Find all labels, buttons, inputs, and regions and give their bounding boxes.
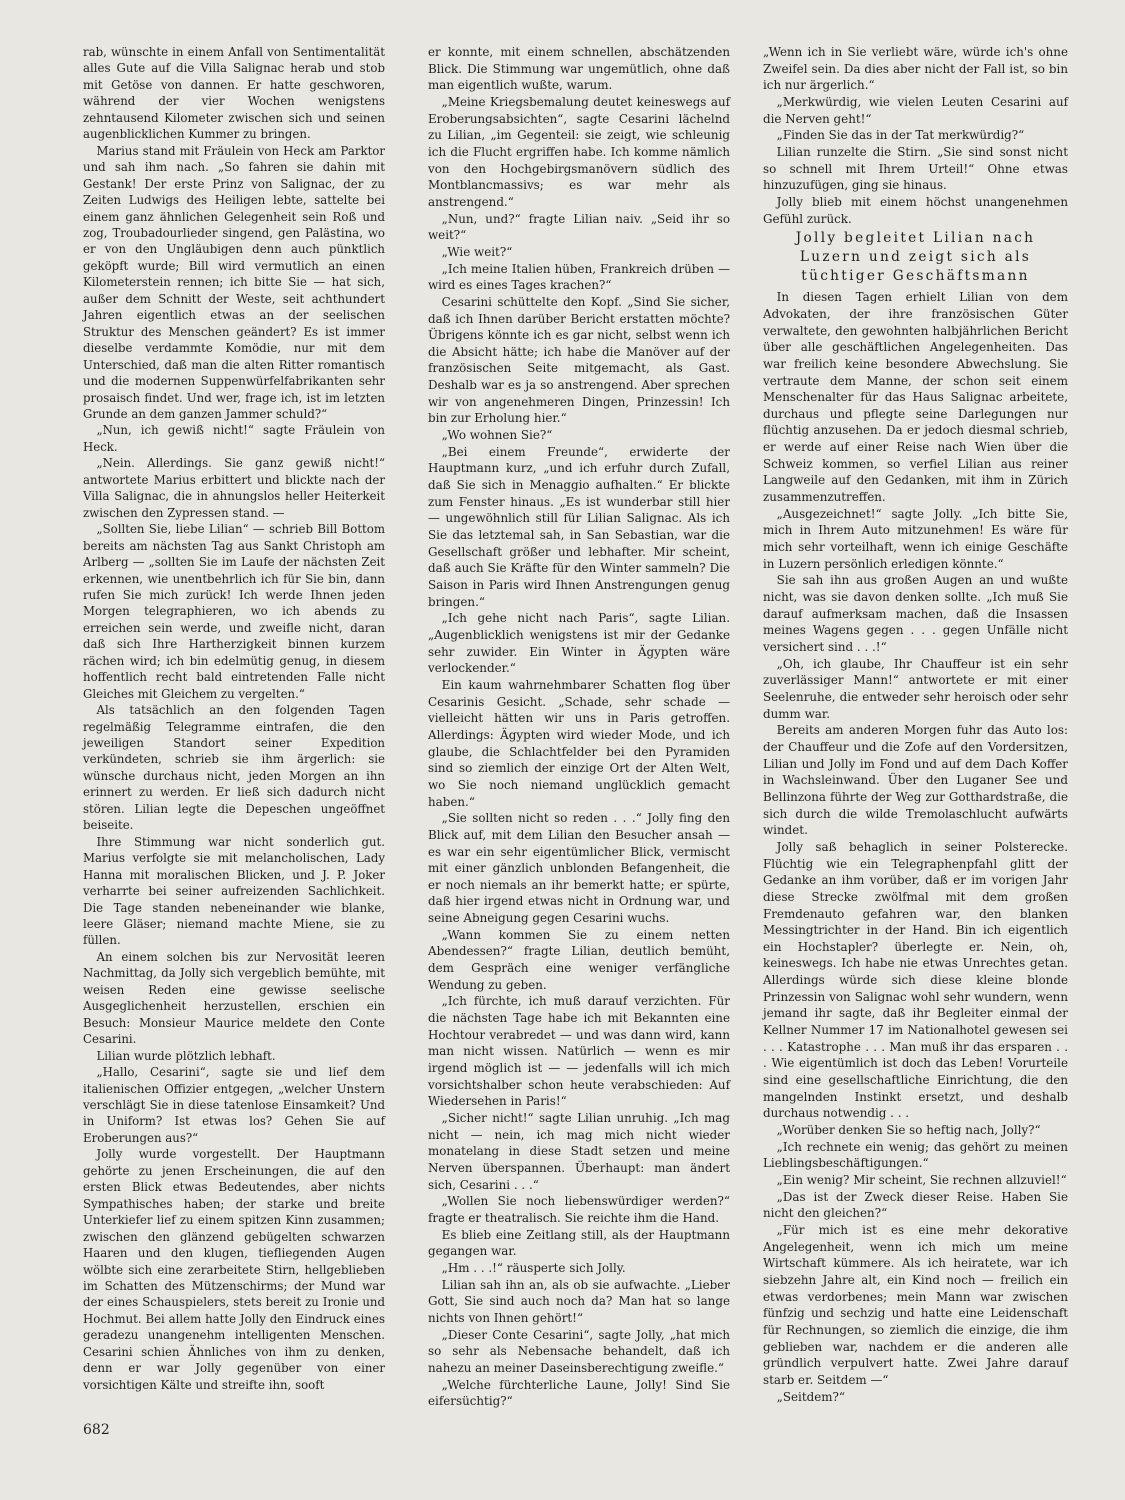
paragraph: Als tatsächlich an den folgenden Tagen regelmäßig Telegramme eintrafen, die den jeweiligen Standort seiner Expedition verkündeten, schrieb sie ihm ärgerlich: sie wünsche durchaus nicht, jeden Morgen an ihn erinnert zu werden. Er ließ sich dadurch nicht stören. Lilian legte die Depeschen ungeöffnet beiseite. [83, 703, 385, 833]
paragraph: „Das ist der Zweck dieser Reise. Haben Sie nicht den gleichen?“ [763, 1189, 1068, 1221]
paragraph: „Wenn ich in Sie verliebt wäre, würde ich's ohne Zweifel sein. Da dies aber nicht der Fall ist, so bin ich nur ärgerlich.“ [763, 45, 1068, 93]
paragraph: „Sicher nicht!“ sagte Lilian unruhig. „Ich mag nicht — nein, ich mag mich nicht wieder monatelang in diese Stadt setzen und meine Nerven überspannen. Überhaupt: man ändert sich, Cesarini . . .“ [428, 1111, 730, 1192]
paragraph: Bereits am anderen Morgen fuhr das Auto los: der Chauffeur und die Zofe auf den Vordersitzen, Lilian und Jolly im Fond und auf dem Dach Koffer in Wachsleinwand. Über den Luganer See und Bellinzona führte der Weg zur Gotthardstraße, die sich durch die wilde Tremolaschlucht aufwärts windet. [763, 723, 1068, 838]
paragraph: „Oh, ich glaube, Ihr Chauffeur ist ein sehr zuverlässiger Mann!“ antwortete er mit einer Seelenruhe, die entweder sehr heroisch oder sehr dumm war. [763, 656, 1068, 721]
paragraph: „Hallo, Cesarini“, sagte sie und lief dem italienischen Offizier entgegen, „welcher Unstern verschlägt Sie in diese tatenlose Einsamkeit? Und in Uniform? Ist etwas los? Gehen Sie auf Eroberungen aus?“ [83, 1065, 385, 1145]
paragraph: Marius stand mit Fräulein von Heck am Parktor und sah ihm nach. „So fahren sie dahin mit Gestank! Der erste Prinz von Salignac, der zu Zeiten Ludwigs des Heiligen lebte, sattelte bei einem ganz ähnlichen Gelegenheit sein Roß und zog, Troubadourlieder singend, gen Palästina, wo er von den Ungläubigen denn auch pünktlich geköpft wurde; Bill wird vermutlich an einen Kilometerstein rennen; ich bitte Sie — hat sich, außer dem Schnitt der Weste, seit achthundert Jahren eigentlich etwas an der seelischen Struktur des Menschen geändert? Es ist immer dieselbe verdammte Komödie, nur mit dem Unterschied, daß man die alten Ritter romantisch und die modernen Suppenwürfelfabrikanten sehr prosaisch findet. Und wer, frage ich, ist im letzten Grunde an dem ganzen Jammer schuld?“ [83, 143, 385, 421]
paragraph: „Welche fürchterliche Laune, Jolly! Sind Sie eifersüchtig?“ [428, 1377, 730, 1409]
paragraph: „Ich rechnete ein wenig; das gehört zu meinen Lieblingsbeschäftigungen.“ [763, 1139, 1068, 1171]
text-column-2 [428, 44, 730, 1410]
paragraph: „Meine Kriegsbemalung deutet keineswegs auf Eroberungsabsichten“, sagte Cesarini lächelnd zu Lilian, „im Gegenteil: sie zeigt, wie schleunig ich die Flucht ergriffen habe. Ich komme nämlich von den Hochgebirgsmanövern südlich des Montblancmassivs; es war mehr als anstrengend.“ [428, 94, 730, 209]
paragraph: „Wann kommen Sie zu einem netten Abendessen?“ fragte Lilian, deutlich bemüht, dem Gespräch eine weniger verfängliche Wendung zu geben. [428, 927, 730, 992]
text-column-3 [763, 44, 1068, 1405]
paragraph: „Sie sollten nicht so reden . . .“ Jolly fing den Blick auf, mit dem Lilian den Besucher ansah — es war ein sehr eigentümlicher Blick, vermischt mit einer gänzlich unblonden Befangenheit, die er noch niemals an ihr bemerkt hatte; er spürte, daß hier irgend etwas nicht in Ordnung war, und seine Abneigung gegen Cesarini wuchs. [428, 811, 730, 926]
paragraph: „Nun, ich gewiß nicht!“ sagte Fräulein von Heck. [83, 423, 385, 454]
paragraph: In diesen Tagen erhielt Lilian von dem Advokaten, der ihre französischen Güter verwaltete, den gewohnten halbjährlichen Bericht über alle geschäftlichen Angelegenheiten. Das war freilich keine besondere Abwechslung. Sie vertraute dem Manne, der schon seit einem Menschenalter für das Haus Salignac arbeitete, durchaus und pflegte seine Darlegungen nur flüchtig anzusehen. Da er jedoch diesmal schrieb, er werde auf einer Reise nach Wien über die Schweiz kommen, so verfiel Lilian aus reiner Langweile auf den Gedanken, mit ihm in Zürich zusammenzutreffen. [763, 290, 1068, 505]
paragraph: Jolly saß behaglich in seiner Polsterecke. Flüchtig wie ein Telegraphenpfahl glitt der Gedanke an ihm vorüber, daß er im vorigen Jahr diese Strecke zwölfmal mit dem großen Fremdenauto gefahren war, den blanken Messingtrichter in der Hand. Bin ich eigentlich ein Hochstapler? überlegte er. Nein, oh, keineswegs. Ich habe nie etwas Unrechtes getan. Allerdings würde sich diese kleine blonde Prinzessin von Salignac wohl sehr wundern, wenn jemand ihr sagte, daß ihr Begleiter einmal der Kellner Nummer 17 im Nationalhotel gewesen sei . . . Katastrophe . . . Man muß ihr das ersparen . . . Wie eigentümlich ist doch das Leben! Vorurteile sind eine gesellschaftliche Einrichtung, die den mangelnden Instinkt ersetzt, und deshalb durchaus notwendig . . . [763, 839, 1068, 1121]
paragraph: An einem solchen bis zur Nervosität leeren Nachmittag, da Jolly sich vergeblich bemühte, mit weisen Reden eine gewisse seelische Ausgeglichenheit herzustellen, erschien ein Besuch: Monsieur Maurice meldete den Conte Cesarini. [83, 949, 385, 1047]
paragraph: „Für mich ist es eine mehr dekorative Angelegenheit, wenn ich mich um meine Wirtschaft kümmere. Als ich heiratete, war ich siebzehn Jahre alt, ein Kind noch — freilich ein etwas verdorbenes; mein Mann war zwischen fünfzig und sechzig und hatte eine Leidenschaft für Rechnungen, so ziemlich die einzige, die ihm geblieben war, nachdem er die anderen alle gründlich verpulvert hatte. Zwei Jahre darauf starb er. Seitdem —“ [763, 1222, 1068, 1387]
paragraph: „Seitdem?“ [776, 1389, 845, 1404]
paragraph: „Wie weit?“ [441, 244, 513, 259]
paragraph: „Nein. Allerdings. Sie ganz gewiß nicht!“ antwortete Marius erbittert und blickte nach der Villa Salignac, die in ahnungslos heller Heiterkeit zwischen den Zypressen stand. — [83, 456, 385, 520]
paragraph: „Ich fürchte, ich muß darauf verzichten. Für die nächsten Tage habe ich mit Bekannten eine Hochtour verabredet — und was dann wird, kann man nicht wissen. Natürlich — wenn es mir irgend möglich ist — — jedenfalls will ich mich vorsichtshalber schon heute verabschieden: Auf Wiedersehen in Paris!“ [428, 994, 730, 1109]
paragraph: „Ausgezeichnet!“ sagte Jolly. „Ich bitte Sie, mich in Ihrem Auto mitzunehmen! Es wäre für mich sehr vorteilhaft, wenn ich einige Geschäfte in Luzern persönlich erledigen könnte.“ [763, 506, 1068, 571]
paragraph: „Ich gehe nicht nach Paris“, sagte Lilian. „Augenblicklich wenigstens ist mir der Gedanke sehr zuwider. Ein Winter in Ägypten wäre verlockender.“ [428, 611, 730, 676]
paragraph: rab, wünschte in einem Anfall von Sentimentalität alles Gute auf die Villa Salignac herab und stob mit Getöse von dannen. Er hatte geschworen, während der vier Wochen wenigstens zehntausend Kilometer zwischen sich und seinen augenblicklichen Kummer zu bringen. [83, 45, 385, 142]
paragraph: „Dieser Conte Cesarini“, sagte Jolly, „hat mich so sehr als Nebensache behandelt, daß ich nahezu an meiner Daseinsberechtigung zweifle.“ [428, 1327, 730, 1375]
text-column-1 [83, 44, 385, 1393]
paragraph: „Ein wenig? Mir scheint, Sie rechnen allzuviel!“ [776, 1173, 1067, 1187]
paragraph: Lilian runzelte die Stirn. „Sie sind sonst nicht so schnell mit Ihrem Urteil!“ Ohne etwas hinzuzufügen, ging sie hinaus. [763, 144, 1068, 193]
section-heading: Jolly begleitet Lilian nach Luzern und zeigt sich als tüchtiger Geschäftsmann [795, 230, 1036, 285]
paragraph: er konnte, mit einem schnellen, abschätzenden Blick. Die Stimmung war ungemütlich, ohne daß man eigentlich wußte, warum. [428, 45, 730, 93]
paragraph: Ein kaum wahrnehmbarer Schatten flog über Cesarinis Gesicht. „Schade, sehr schade — vielleicht hätten wir uns in Paris getroffen. Allerdings: Ägypten wird wieder Mode, und ich glaube, die Schlachtfelder bei den Pyramiden sind so ziemlich der einzige Ort der Alten Welt, wo Sie noch niemand unglücklich gemacht haben.“ [428, 677, 730, 809]
paragraph: Ihre Stimmung war nicht sonderlich gut. Marius verfolgte sie mit melancholischen, Lady Hanna mit moralischen Blicken, und J. P. Joker verharrte bei seiner aufreizenden Sachlichkeit. Die Tage standen nebeneinander wie blanke, leere Gläser; niemand machte Miene, sie zu füllen. [83, 834, 385, 948]
paragraph: „Worüber denken Sie so heftig nach, Jolly?“ [776, 1123, 1041, 1138]
paragraph: „Sollten Sie, liebe Lilian“ — schrieb Bill Bottom bereits am nächsten Tag aus Sankt Christoph am Arlberg — „sollten Sie im Laufe der nächsten Zeit erkennen, wie unentbehrlich ich für Sie bin, dann rufen Sie mich zurück! Ich werde Ihnen jeden Morgen telegraphieren, wo ich abends zu erreichen sein werde, und zweifle nicht, daran daß sich Ihre Hartherzigkeit binnen kurzem rächen wird; ich bin edelmütig genug, in diesem hoffentlich recht bald eintretenden Falle nicht Gleiches mit Gleichem zu vergelten.“ [83, 522, 385, 701]
paragraph: „Merkwürdig, wie vielen Leuten Cesarini auf die Nerven geht!“ [763, 94, 1068, 126]
paragraph: „Nun, und?“ fragte Lilian naiv. „Seid ihr so weit?“ [428, 211, 730, 243]
paragraph: Sie sah ihn aus großen Augen an und wußte nicht, was sie davon denken sollte. „Ich muß Sie darauf aufmerksam machen, daß die Insassen meines Wagens gegen . . . gegen Unfälle nicht versichert sind . . .!“ [763, 573, 1068, 654]
paragraph: Lilian wurde plötzlich lebhaft. [96, 1048, 276, 1063]
paragraph: „Wo wohnen Sie?“ [441, 428, 553, 443]
paragraph: Jolly blieb mit einem höchst unangenehmen Gefühl zurück. [763, 194, 1068, 226]
paragraph: Es blieb eine Zeitlang still, als der Hauptmann gegangen war. [428, 1227, 730, 1259]
paragraph: „Bei einem Freunde“, erwiderte der Hauptmann kurz, „und ich erfuhr durch Zufall, daß Sie sich in Menaggio aufhalten.“ Er blickte zum Fenster hinaus. „Es ist wunderbar still hier — ungewöhnlich still für Lilian Salignac. Als ich Sie das letztemal sah, in San Sebastian, war die Gesellschaft größer und lebhafter. Mir scheint, daß auch Sie Kräfte für den Winter sammeln? Die Saison in Paris wird Ihnen Anstrengungen genug bringen.“ [428, 444, 730, 609]
paragraph: „Finden Sie das in der Tat merkwürdig?“ [776, 128, 1025, 143]
paragraph: Lilian sah ihn an, als ob sie aufwachte. „Lieber Gott, Sie sind auch noch da? Man hat so lange nichts von Ihnen gehört!“ [428, 1277, 730, 1325]
page-number: 682 [83, 1422, 110, 1438]
paragraph: „Ich meine Italien hüben, Frankreich drüben — wird es eines Tages krachen?“ [428, 261, 730, 293]
paragraph: Cesarini schüttelte den Kopf. „Sind Sie sicher, daß ich Ihnen darüber Bericht erstatten möchte? Übrigens könnte ich es gar nicht, selbst wenn ich die Absicht hätte; ich habe die Manöver auf der französischen Seite mitgemacht, als Gast. Deshalb war es ja so anstrengend. Aber sprechen wir von angenehmeren Dingen, Prinzessin! Ich bin zur Erholung hier.“ [428, 294, 730, 426]
paragraph: „Wollen Sie noch liebenswürdiger werden?“ fragte er theatralisch. Sie reichte ihm die Hand. [428, 1194, 730, 1225]
paragraph: Jolly wurde vorgestellt. Der Hauptmann gehörte zu jenen Erscheinungen, die auf den ersten Blick etwas Bedeutendes, aber nichts Sympathisches haben; der starke und breite Unterkiefer lief zu einem spitzen Kinn zusammen; zwischen den glänzend gebügelten schwarzen Haaren und den klugen, tiefliegenden Augen wölbte sich eine zerarbeitete Stirn, hellgeblieben im Schatten des Mützenschirms; der Mund war der eines Schauspielers, stets bereit zu Ironie und Hochmut. Bei allem hatte Jolly den Eindruck eines geradezu unangenehm intelligenten Menschen. Cesarini schien Ähnliches von ihm zu denken, denn er war Jolly gegenüber von einer vorsichtigen Kälte und streifte ihn, sooft [83, 1147, 385, 1392]
paragraph: „Hm . . .!“ räusperte sich Jolly. [441, 1260, 626, 1275]
